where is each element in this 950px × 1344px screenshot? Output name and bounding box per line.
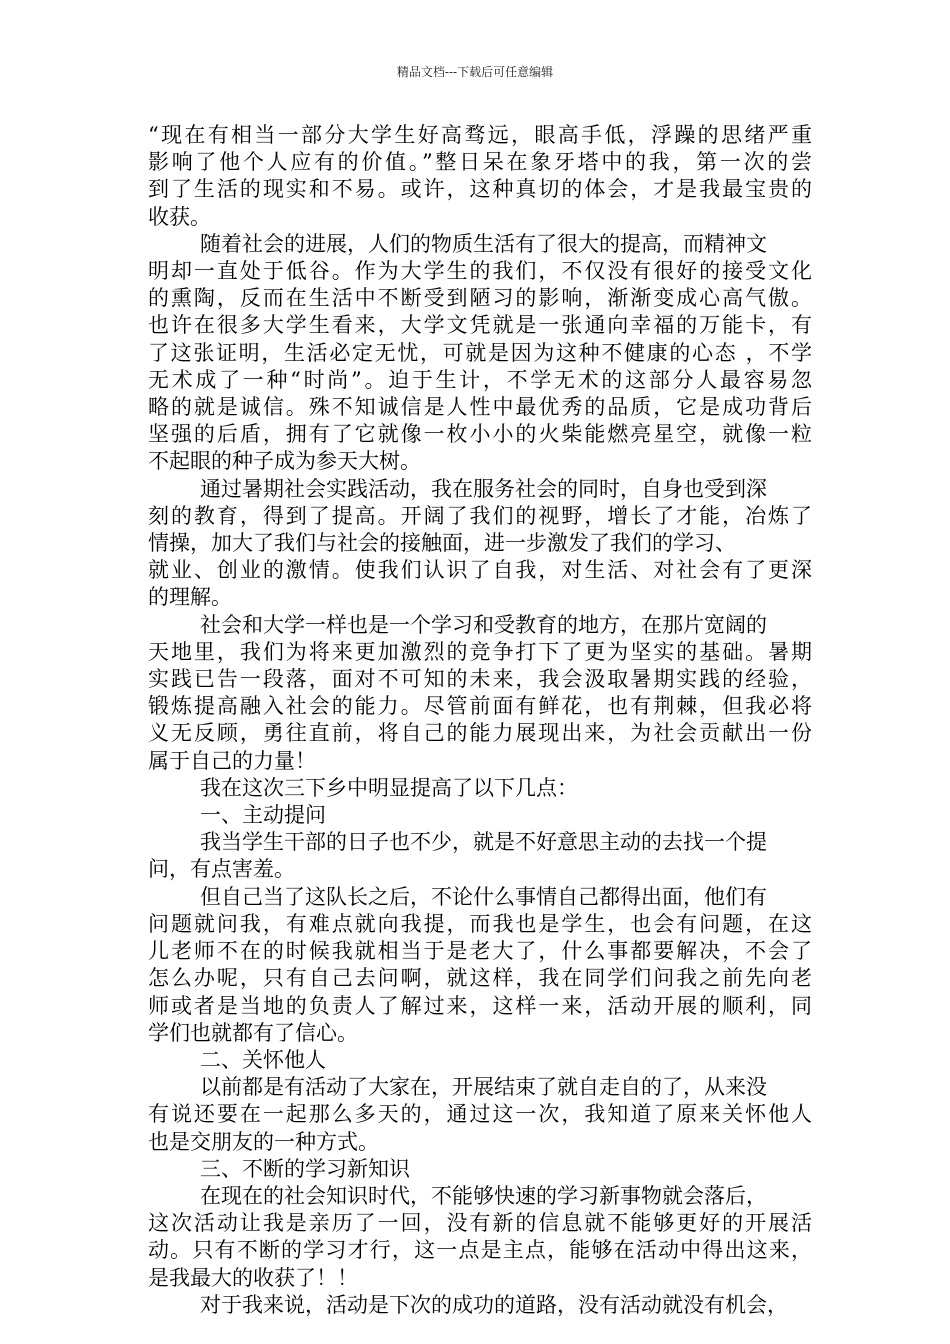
section-heading: 二、关怀他人	[200, 1047, 326, 1072]
text-line: 情操，加大了我们与社会的接触面，进一步激发了我们的学习、	[148, 531, 736, 556]
text-line: 影响了他个人应有的价值。”整日呆在象牙塔中的我，第一次的尝	[148, 150, 812, 175]
text-line: 但自己当了这队长之后，不论什么事情自己都得出面，他们有	[200, 884, 767, 909]
text-line: 我在这次三下乡中明显提高了以下几点：	[200, 775, 578, 800]
text-line: 以前都是有活动了大家在，开展结束了就自走自的了，从来没	[200, 1075, 767, 1100]
text-line: 问，有点害羞。	[148, 857, 295, 882]
text-line: 坚强的后盾，拥有了它就像一枚小小的火柴能燃亮星空，就像一粒	[148, 422, 812, 447]
text-line: 社会和大学一样也是一个学习和受教育的地方，在那片宽阔的	[200, 612, 767, 637]
text-line: 属于自己的力量！	[148, 748, 316, 773]
text-line: 是我最大的收获了！！	[148, 1265, 358, 1290]
text-line: 收获。	[148, 204, 211, 229]
text-line: “现在有相当一部分大学生好高骛远，眼高手低，浮躁的思绪严重	[148, 123, 812, 147]
text-line: 有说还要在一起那么多天的，通过这一次，我知道了原来关怀他人	[148, 1102, 812, 1127]
text-line: 随着社会的进展，人们的物质生活有了很大的提高，而精神文	[200, 231, 767, 256]
body-text	[148, 122, 812, 1319]
page-header: 精品文档---下载后可任意编辑	[396, 65, 554, 79]
text-line: 了这张证明，生活必定无忧，可就是因为这种不健康的心态 ，不学	[148, 340, 812, 365]
text-line: 对于我来说，活动是下次的成功的道路，没有活动就没有机会，	[200, 1292, 788, 1317]
text-line: 问题就问我，有难点就向我提，而我也是学生，也会有问题，在这	[148, 911, 812, 936]
text-line: 通过暑期社会实践活动，我在服务社会的同时，自身也受到深	[200, 476, 767, 501]
text-line: 也是交朋友的一种方式。	[148, 1129, 379, 1154]
text-line: 就业、创业的激情。使我们认识了自我，对生活、对社会有了更深	[148, 558, 812, 583]
text-line: 锻炼提高融入社会的能力。尽管前面有鲜花，也有荆棘，但我必将	[148, 694, 812, 719]
text-line: 天地里，我们为将来更加激烈的竞争打下了更为坚实的基础。暑期	[148, 639, 812, 664]
text-line: 明却一直处于低谷。作为大学生的我们，不仅没有很好的接受文化	[148, 259, 812, 284]
text-line: 略的就是诚信。殊不知诚信是人性中最优秀的品质，它是成功背后	[148, 395, 812, 420]
text-line: 实践已告一段落，面对不可知的未来，我会汲取暑期实践的经验，	[148, 667, 812, 692]
text-line: 我当学生干部的日子也不少，就是不好意思主动的去找一个提	[200, 830, 767, 855]
text-line: 的熏陶，反而在生活中不断受到陋习的影响，渐渐变成心高气傲。	[148, 286, 812, 311]
text-line: 也许在很多大学生看来，大学文凭就是一张通向幸福的万能卡，有	[148, 313, 812, 338]
text-line: 儿老师不在的时候我就相当于是老大了，什么事都要解决，不会了	[148, 939, 812, 964]
text-line: 义无反顾，勇往直前，将自己的能力展现出来，为社会贡献出一份	[148, 721, 812, 746]
text-line: 到了生活的现实和不易。或许，这种真切的体会，才是我最宝贵的	[148, 177, 812, 202]
text-line: 不起眼的种子成为参天大树。	[148, 449, 421, 474]
text-line: 在现在的社会知识时代，不能够快速的学习新事物就会落后，	[200, 1183, 767, 1208]
text-line: 刻的教育，得到了提高。开阔了我们的视野，增长了才能，冶炼了	[148, 503, 812, 528]
text-line: 师或者是当地的负责人了解过来，这样一来，活动开展的顺利，同	[148, 993, 812, 1018]
text-line: 学们也就都有了信心。	[148, 1020, 358, 1045]
text-line: 无术成了一种“时尚”。迫于生计，不学无术的这部分人最容易忽	[148, 367, 812, 392]
text-line: 动。只有不断的学习才行，这一点是主点，能够在活动中得出这来，	[148, 1238, 812, 1263]
section-heading: 一、主动提问	[200, 803, 326, 828]
section-heading: 三、不断的学习新知识	[200, 1156, 410, 1181]
text-line: 怎么办呢，只有自己去问啊，就这样，我在同学们问我之前先向老	[148, 966, 812, 991]
text-line: 这次活动让我是亲历了一回，没有新的信息就不能够更好的开展活	[148, 1211, 812, 1236]
text-line: 的理解。	[148, 585, 232, 610]
